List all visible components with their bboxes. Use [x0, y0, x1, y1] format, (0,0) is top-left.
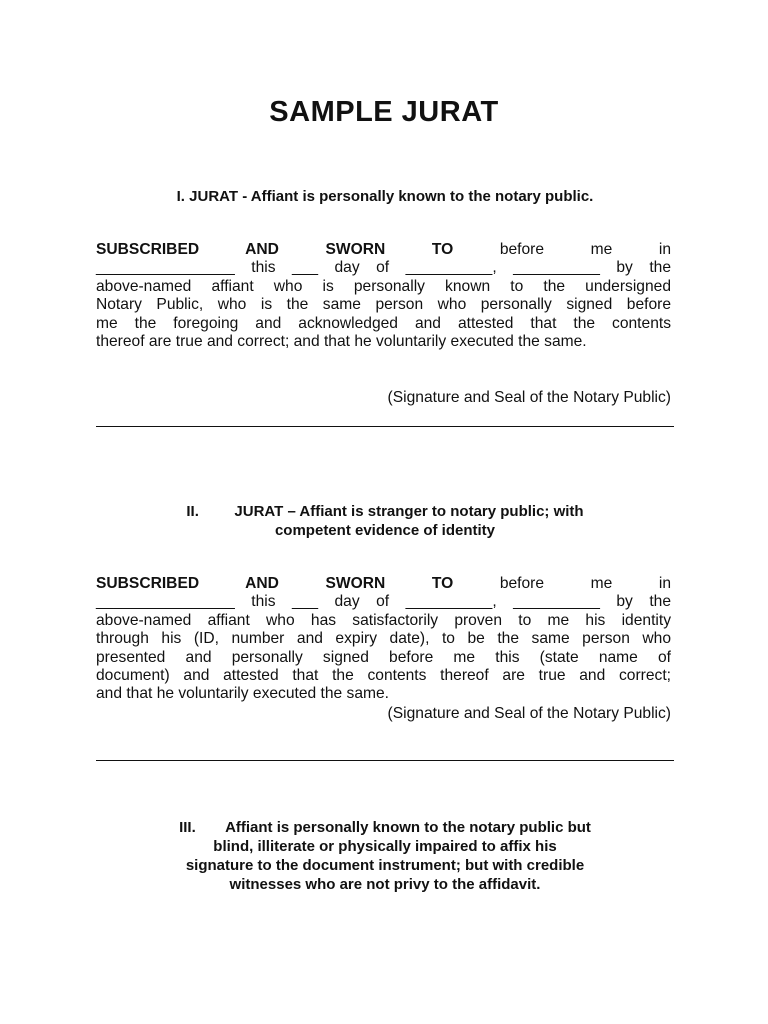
section-1-lead: SUBSCRIBED AND SWORN TO [96, 241, 454, 258]
section-1-line-1: SUBSCRIBED AND SWORN TO before me in [96, 241, 671, 258]
section-2-line-7: and that he voluntarily executed the same. [96, 685, 389, 703]
section-1-line-5: me the foregoing and acknowledged and attested that the contents [96, 314, 671, 332]
section-1-heading [96, 187, 674, 206]
section-3-heading-line-3: signature to the document instrument; but with credible [185, 857, 585, 874]
section-3-number: III. [179, 819, 196, 836]
section-2-line-6: document) and attested that the contents thereof are true and correct; [96, 667, 671, 685]
section-3-heading-line-4: witnesses who are not privy to the affidavit. [229, 876, 541, 893]
section-1-line-2: ________________ this ___ day of __________, __________ by the [96, 259, 671, 277]
section-2-heading-line-2: competent evidence of identity [274, 522, 496, 539]
section-3-heading [96, 818, 674, 894]
section-1-signature-caption: (Signature and Seal of the Notary Public) [387, 389, 671, 406]
section-2-heading [96, 502, 674, 540]
section-2-line-1: SUBSCRIBED AND SWORN TO before me in [96, 575, 671, 592]
section-2-line-3: above-named affiant who has satisfactorily proven to me his identity [96, 611, 671, 629]
section-2-divider [96, 760, 674, 761]
section-2-line-4: through his (ID, number and expiry date), to be the same person who [96, 630, 671, 648]
section-1-line-4: Notary Public, who is the same person who personally signed before [96, 296, 671, 314]
section-3-heading-line-1: Affiant is personally known to the notary public but [225, 819, 591, 836]
section-2-number: II. [186, 503, 199, 520]
section-2-heading-line-1: JURAT – Affiant is stranger to notary public; with [234, 503, 584, 520]
section-1-divider [96, 426, 674, 427]
section-1-line-3: above-named affiant who is personally known to the undersigned [96, 277, 671, 295]
section-3-heading-line-2: blind, illiterate or physically impaired to affix his [213, 838, 557, 855]
document-title: SAMPLE JURAT [269, 96, 499, 128]
section-1-heading-text: I. JURAT - Affiant is personally known to the notary public. [176, 188, 594, 205]
section-1-paragraph [96, 241, 671, 351]
section-1-line-6: thereof are true and correct; and that he voluntarily executed the same. [96, 333, 587, 351]
section-2-paragraph [96, 575, 671, 704]
section-2-line-2: ________________ this ___ day of __________, __________ by the [96, 593, 671, 611]
section-2-line-5: presented and personally signed before me this (state name of [96, 648, 671, 666]
section-2-signature-caption: (Signature and Seal of the Notary Public) [387, 705, 671, 722]
section-2-lead: SUBSCRIBED AND SWORN TO [96, 575, 454, 592]
